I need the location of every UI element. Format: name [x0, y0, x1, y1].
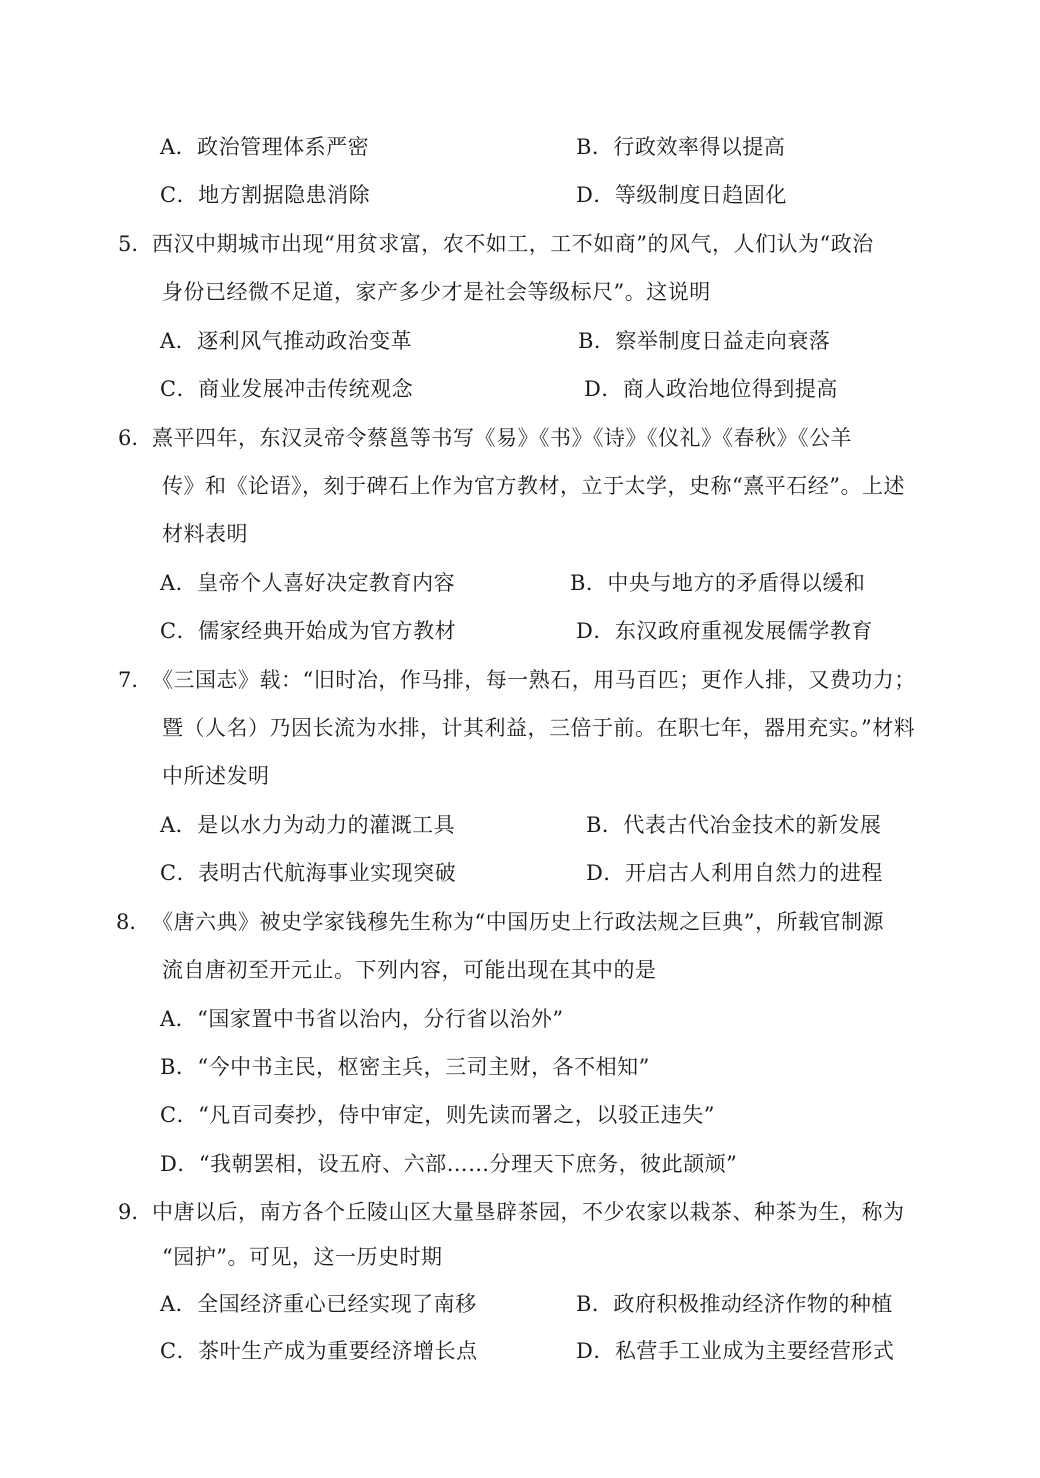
q8-stem-line-2: 流自唐初至开元止。下列内容，可能出现在其中的是 — [162, 958, 657, 982]
q9-option-d: D．私营手工业成为主要经营形式 — [576, 1339, 895, 1363]
q9-stem-line-2: “园护”。可见，这一历史时期 — [162, 1245, 443, 1269]
q6-option-d: D．东汉政府重视发展儒学教育 — [576, 619, 873, 643]
q4-option-a: A．政治管理体系严密 — [160, 135, 370, 159]
q8-option-b: B．“今中书主民，枢密主兵，三司主财，各不相知” — [160, 1055, 650, 1079]
q7-option-a: A．是以水力为动力的灌溉工具 — [160, 813, 456, 837]
q5-option-b: B．察举制度日益走向衰落 — [578, 329, 831, 353]
q6-option-a: A．皇帝个人喜好决定教育内容 — [160, 571, 456, 595]
q6-stem-line-3: 材料表明 — [162, 522, 248, 546]
q9-option-c: C．茶叶生产成为重要经济增长点 — [160, 1339, 478, 1363]
q8-option-a: A．“国家置中书省以治内，分行省以治外” — [160, 1007, 564, 1031]
q5-option-c: C．商业发展冲击传统观念 — [160, 377, 414, 401]
q7-option-b: B．代表古代冶金技术的新发展 — [586, 813, 882, 837]
q5-number: 5. — [118, 232, 139, 256]
q9-option-a: A．全国经济重心已经实现了南移 — [160, 1292, 477, 1316]
q4-option-c: C．地方割据隐患消除 — [160, 183, 371, 207]
q5-stem-line-2: 身份已经微不足道，家产多少才是社会等级标尺”。这说明 — [162, 280, 711, 304]
q9-number: 9. — [118, 1200, 139, 1224]
q7-stem-line-1: 《三国志》载：“旧时冶，作马排，每一熟石，用马百匹；更作人排，又费功力； — [152, 668, 916, 692]
q7-stem-line-3: 中所述发明 — [162, 764, 270, 788]
q9-option-b: B．政府积极推动经济作物的种植 — [576, 1292, 893, 1316]
q7-number: 7. — [118, 668, 139, 692]
q6-option-c: C．儒家经典开始成为官方教材 — [160, 619, 457, 643]
q4-option-b: B．行政效率得以提高 — [576, 135, 786, 159]
q7-option-c: C．表明古代航海事业实现突破 — [160, 861, 457, 885]
q9-stem-line-1: 中唐以后，南方各个丘陵山区大量垦辟茶园，不少农家以栽茶、种茶为生，称为 — [152, 1200, 905, 1224]
q7-option-d: D．开启古人利用自然力的进程 — [586, 861, 883, 885]
q8-stem-line-1: 《唐六典》被史学家钱穆先生称为“中国历史上行政法规之巨典”，所载官制源 — [152, 910, 884, 934]
q6-stem-line-1: 熹平四年，东汉灵帝令蔡邕等书写《易》《书》《诗》《仪礼》《春秋》《公羊 — [152, 426, 852, 450]
q6-number: 6. — [118, 426, 139, 450]
q4-option-d: D．等级制度日趋固化 — [576, 183, 787, 207]
q8-option-d: D．“我朝罢相，设五府、六部……分理天下庶务，彼此颉颃” — [160, 1152, 738, 1176]
q7-stem-line-2: 暨（人名）乃因长流为水排，计其利益，三倍于前。在职七年，器用充实。”材料 — [162, 716, 916, 740]
q5-option-a: A．逐利风气推动政治变革 — [160, 329, 413, 353]
q5-option-d: D．商人政治地位得到提高 — [584, 377, 838, 401]
q6-option-b: B．中央与地方的矛盾得以缓和 — [570, 571, 866, 595]
q5-stem-line-1: 西汉中期城市出现“用贫求富，农不如工，工不如商”的风气，人们认为“政治 — [152, 232, 874, 256]
q8-option-c: C．“凡百司奏抄，侍中审定，则先读而署之，以驳正违失” — [160, 1103, 716, 1127]
q8-number: 8． — [116, 910, 151, 934]
q6-stem-line-2: 传》和《论语》，刻于碑石上作为官方教材，立于太学，史称“熹平石经”。上述 — [162, 474, 905, 498]
